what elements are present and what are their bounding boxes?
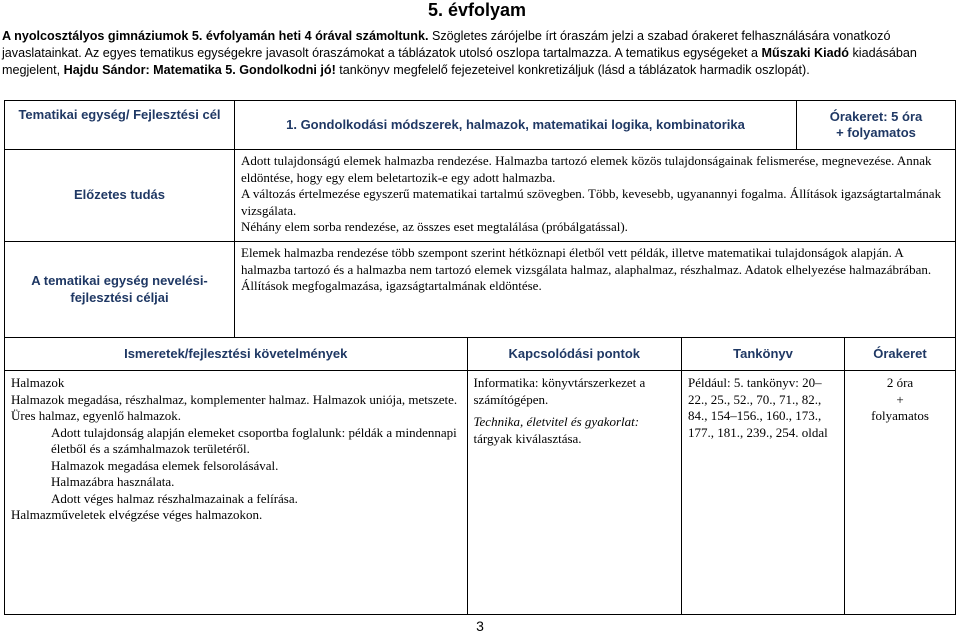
goals-label: A tematikai egység nevelési-fejlesztési céljai xyxy=(5,242,235,338)
goals-last-a: Állítások megfogalmazása xyxy=(241,278,380,293)
unit-hours-line2: + folyamatos xyxy=(836,125,916,140)
goals-content xyxy=(235,242,956,338)
prior-line: Adott tulajdonságú elemek halmazba rendezése. Halmazba tartozó elemek közös tulajdonságainak felismerése, megnevezése. Annak eldöntése, hogy egy elem beletartozik-e egy adott halmazba. xyxy=(241,153,932,185)
knowledge-line: Halmazműveletek elvégzése véges halmazokon. xyxy=(11,507,263,522)
knowledge-line: Halmazok xyxy=(11,375,65,390)
intro-paragraph xyxy=(2,28,952,79)
intro-publisher: Műszaki Kiadó xyxy=(761,46,850,60)
links-plain: Informatika: könyvtárszerkezet a számítógépen. xyxy=(473,375,646,407)
textbook-cell xyxy=(682,371,845,615)
links-italic: Technika, életvitel és gyakorlat: xyxy=(473,414,640,429)
intro-text-3: tankönyv megfelelő fejezeteivel konkretizáljuk (lásd a táblázatok harmadik oszlopát). xyxy=(335,63,810,77)
header-hours: Órakeret xyxy=(845,338,956,371)
intro-text-2: kiadásában megjelent, xyxy=(2,46,917,77)
header-textbook: Tankönyv xyxy=(682,338,845,371)
page-number: 3 xyxy=(476,618,484,634)
knowledge-line: Adott véges halmaz részhalmazainak a felírása. xyxy=(51,490,298,506)
unit-title: 1. Gondolkodási módszerek, halmazok, matematikai logika, kombinatorika xyxy=(235,101,797,150)
links-cell xyxy=(467,371,682,615)
hours-line: 2 óra xyxy=(886,375,914,390)
knowledge-line: Halmazábra használata. xyxy=(51,474,175,489)
header-links: Kapcsolódási pontok xyxy=(467,338,682,371)
goals-line: Elemek halmazba rendezése több szempont szerint hétköznapi életből vett példák, illetve matematikai tulajdonságok alapján. A halmazba tartozó és a halmazba nem tartozó elemek vizsgálata halmaz, alaphalmaz, részhalmaz. Adatok elhelyezése halmazábrában. xyxy=(241,245,932,277)
hours-line: folyamatos xyxy=(871,408,929,423)
prior-knowledge-content xyxy=(235,150,956,242)
links-after: tárgyak kiválasztása. xyxy=(473,430,582,446)
unit-hours-line1: Órakeret: 5 óra xyxy=(829,108,923,124)
header-knowledge: Ismeretek/fejlesztési követelmények xyxy=(5,338,468,371)
unit-col-header: Tematikai egység/ Fejlesztési cél xyxy=(5,101,235,150)
grade-title: 5. évfolyam xyxy=(428,0,527,20)
knowledge-line: Halmazok megadása elemek felsorolásával. xyxy=(51,457,279,473)
prior-knowledge-label: Előzetes tudás xyxy=(5,150,235,242)
content-table xyxy=(4,337,956,615)
knowledge-cell xyxy=(5,371,468,615)
goals-last-b: , igazságtartalmának eldöntése. xyxy=(379,278,542,293)
unit-table xyxy=(4,100,956,338)
textbook-text: Például: 5. tankönyv: 20–22., 25., 52., 70., 71., 82., 84., 154–156., 160., 173., 177., 181., 239., 254. oldal xyxy=(688,375,828,440)
intro-text-1: Szögletes zárójelbe írt óraszám jelzi a szabad órakeret felhasználására vonatkozó javaslatainkat. Az egyes tematikus egységekre javasolt óraszámokat a táblázatok utolsó oszlopa tartalmazza. A tematikus egységeket a xyxy=(2,29,891,60)
prior-line: Néhány elem sorba rendezése, az összes eset megtalálása (próbálgatással). xyxy=(241,219,628,234)
prior-line: A változás értelmezése egyszerű matematikai tartalmú szövegben. Több, kevesebb, ugyanannyi fogalma. Állítások igazságtartalmának vizsgálata. xyxy=(241,186,942,218)
hours-cell xyxy=(845,371,956,615)
intro-bold: A nyolcosztályos gimnáziumok 5. évfolyamán heti 4 órával számoltunk. xyxy=(2,29,429,43)
intro-book: Hajdu Sándor: Matematika 5. Gondolkodni jó! xyxy=(63,63,336,77)
unit-hours xyxy=(797,101,956,150)
goals-line-last xyxy=(241,278,949,295)
hours-line: + xyxy=(896,391,904,407)
knowledge-line: Adott tulajdonság alapján elemeket csoportba foglalunk: példák a mindennapi életből és a számhalmazok területéről. xyxy=(51,424,457,456)
knowledge-line: Halmazok megadása, részhalmaz, komplementer halmaz. Halmazok uniója, metszete. Üres halmaz, egyenlő halmazok. xyxy=(11,391,458,423)
